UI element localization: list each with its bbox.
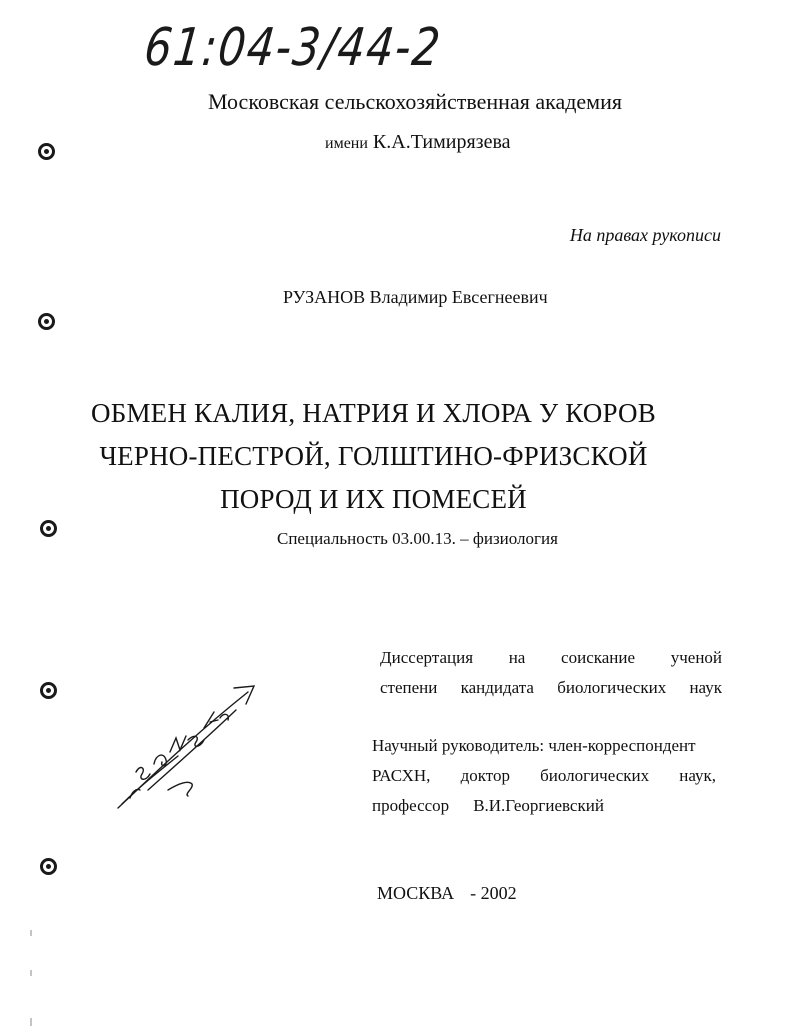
title-line-1: ОБМЕН КАЛИЯ, НАТРИЯ И ХЛОРА У КОРОВ	[91, 398, 656, 428]
word: наук,	[679, 766, 717, 785]
punch-hole-icon	[38, 313, 55, 330]
punch-hole-icon	[40, 520, 57, 537]
supervisor-name: В.И.Георгиевский	[473, 796, 604, 815]
supervisor-line-3	[372, 796, 716, 816]
word: РАСХН,	[372, 766, 431, 785]
archive-code-handwritten: 61:04-3/44-2	[141, 18, 445, 78]
word: биологических	[540, 766, 650, 785]
named-prefix: имени	[325, 135, 368, 152]
supervisor-line-1: Научный руководитель: член-корреспондент	[372, 736, 696, 755]
supervisor-role: профессор	[372, 796, 450, 815]
word: наук	[689, 678, 722, 697]
margin-marks	[30, 930, 32, 1030]
punch-hole-icon	[38, 143, 55, 160]
word: соискание	[561, 648, 636, 667]
library-stamp-mark-icon	[108, 680, 268, 820]
punch-hole-icon	[40, 682, 57, 699]
title-line-3: ПОРОД И ИХ ПОМЕСЕЙ	[220, 484, 527, 514]
institution-named-after	[325, 131, 511, 154]
year: - 2002	[470, 883, 517, 903]
word: доктор	[460, 766, 510, 785]
institution-name: Московская сельскохозяйственная академия	[208, 89, 622, 114]
supervisor-line-2	[372, 766, 716, 786]
author-name: РУЗАНОВ Владимир Евсегнеевич	[283, 287, 548, 307]
word: ученой	[670, 648, 723, 667]
place: МОСКВА	[377, 883, 455, 903]
specialty: Специальность 03.00.13. – физиология	[277, 529, 558, 548]
word: кандидата	[460, 678, 534, 697]
named-after: К.А.Тимирязева	[372, 131, 511, 153]
word: степени	[380, 678, 438, 697]
title-line-2: ЧЕРНО-ПЕСТРОЙ, ГОЛШТИНО-ФРИЗСКОЙ	[99, 441, 648, 471]
dissertation-line-2	[380, 678, 722, 698]
dissertation-line-1	[380, 648, 722, 668]
word: биологических	[557, 678, 667, 697]
word: на	[508, 648, 526, 667]
word: Диссертация	[380, 648, 474, 667]
rights-note: На правах рукописи	[569, 225, 721, 245]
place-and-year	[377, 883, 517, 904]
punch-hole-icon	[40, 858, 57, 875]
